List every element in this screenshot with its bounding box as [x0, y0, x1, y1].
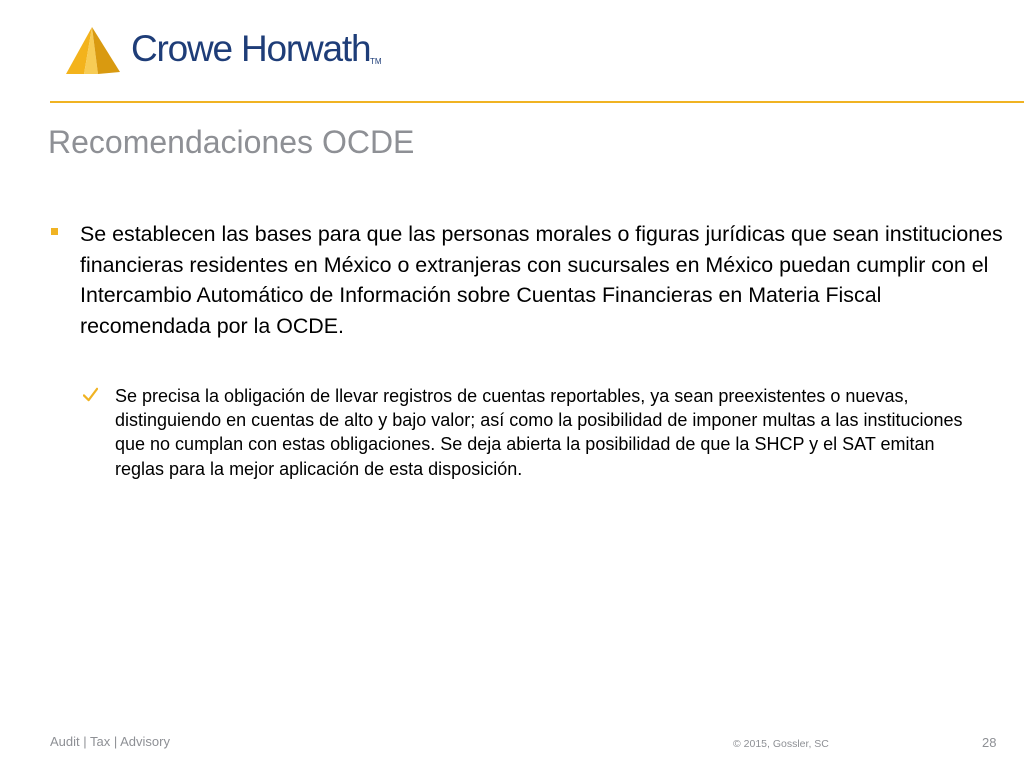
crowe-horwath-logo: [62, 22, 402, 82]
footer-services: Audit | Tax | Advisory: [50, 734, 170, 749]
square-bullet-icon: [51, 228, 58, 235]
checkmark-icon: [83, 387, 98, 402]
footer-copyright: © 2015, Gossler, SC: [733, 738, 829, 750]
crowe-horwath-mark-icon: [62, 22, 124, 78]
bullet-level-2-text: Se precisa la obligación de llevar registros de cuentas reportables, ya sean preexistentes o nuevas, distinguiendo en cuentas de alto y bajo valor; así como la posibilidad de imponer multas a las instituciones que no cumplan con estas obligaciones. Se deja abierta la posibilidad de que la SHCP y el SAT emitan reglas para la mejor aplicación de esta disposición.: [115, 386, 963, 479]
bullet-level-1-text: Se establecen las bases para que las personas morales o figuras jurídicas que sean instituciones financieras residentes en México o extranjeras con sucursales en México puedan cumplir con el Intercambio Automático de Información sobre Cuentas Financieras en Materia Fiscal recomendada por la OCDE.: [80, 222, 1003, 338]
slide-title: Recomendaciones OCDE: [48, 124, 415, 160]
page-number: 28: [982, 735, 997, 750]
logo-wordmark: Crowe Horwath: [131, 28, 371, 69]
header-divider: [50, 101, 1024, 103]
logo-trademark: TM: [370, 57, 382, 66]
